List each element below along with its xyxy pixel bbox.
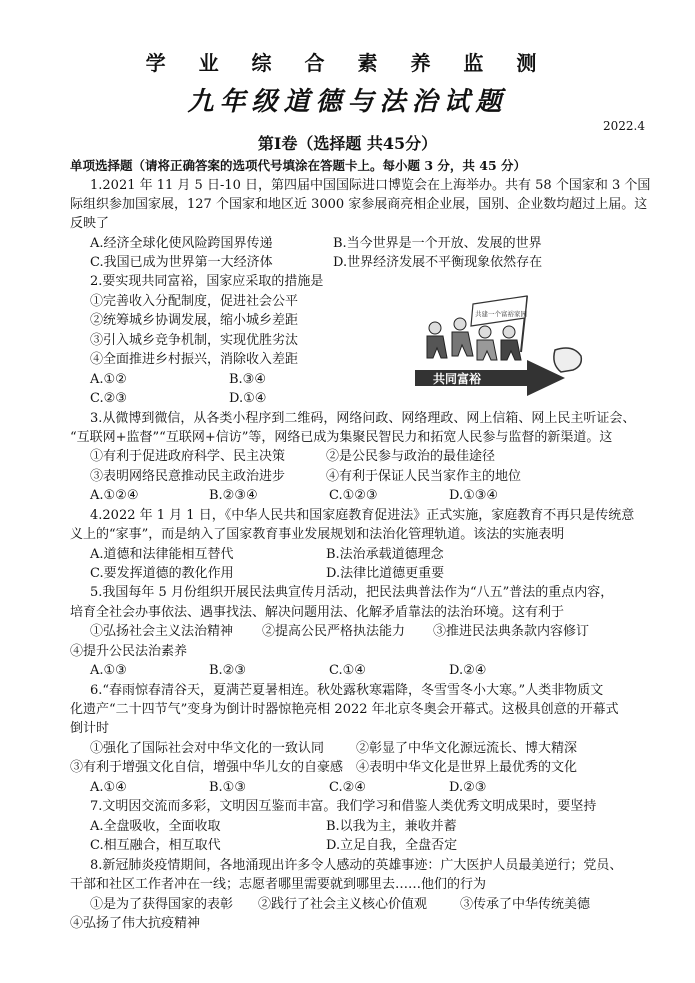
q2-item-1: ①完善收入分配制度，促进社会公平: [90, 294, 299, 309]
q4-option-d: D.法律比道德更重要: [326, 566, 445, 581]
q4-option-b: B.法治承载道德理念: [326, 547, 444, 562]
q8-item-1: ①是为了获得国家的表彰: [90, 897, 234, 912]
q3-option-d: D.①③④: [449, 488, 499, 503]
q2-item-2: ②统筹城乡协调发展，缩小城乡差距: [90, 313, 299, 328]
exam-title: 学 业 综 合 素 养 监 测: [145, 51, 550, 75]
q7-option-a: A.全盘吸收，全面收取: [90, 819, 221, 834]
q6-option-d: D.②③: [449, 780, 487, 795]
q5-option-a: A.①③: [90, 663, 127, 678]
q8-line-2: 干部和社区工作者冲在一线；志愿者哪里需要就到哪里去……他们的行为: [70, 877, 487, 892]
q8-item-3: ③传承了中华传统美德: [460, 897, 591, 912]
q3-option-b: B.②③④: [209, 488, 258, 503]
q5-option-d: D.②④: [449, 663, 487, 678]
instruction: 单项选择题（请将正确答案的选项代号填涂在答题卡上。每小题 3 分，共 45 分）: [70, 158, 527, 173]
common-prosperity-illustration: [415, 292, 585, 402]
q4-option-a: A.道德和法律能相互替代: [90, 547, 234, 562]
q1-option-d: D.世界经济发展不平衡现象依然存在: [333, 255, 543, 270]
q3-item-1: ①有利于促进政府科学、民主决策: [90, 449, 286, 464]
q5-item-1: ①弘扬社会主义法治精神: [90, 624, 234, 639]
q6-item-3: ③有利于增强文化自信，增强中华儿女的自豪感: [70, 760, 344, 775]
q6-line-2: 化遗产“二十四节气”变身为倒计时器惊艳亮相 2022 年北京冬奥会开幕式。这极具创意的开幕式: [70, 702, 619, 717]
q1-line-2: 际组织参加国家展，127 个国家和地区近 3000 家参展商亮相企业展，国别、企业数均超过上届。这: [70, 197, 648, 212]
q5-item-4: ④提升公民法治素养: [70, 644, 188, 659]
q2-item-4: ④全面推进乡村振兴，消除收入差距: [90, 352, 299, 367]
pointing-hand-icon: [554, 348, 581, 372]
q3-option-c: C.①②③: [329, 488, 378, 503]
exam-subtitle: 九年级道德与法治试题: [187, 87, 508, 117]
q5-item-2: ②提高公民严格执法能力: [262, 624, 406, 639]
q3-item-3: ③表明网络民意推动民主政治进步: [90, 469, 286, 484]
q7-option-d: D.立足自我，全盘否定: [326, 838, 458, 853]
q2-option-d: D.①④: [229, 391, 267, 406]
q2-option-a: A.①②: [90, 372, 127, 387]
q2-item-3: ③引入城乡竞争机制，实现优胜劣汰: [90, 333, 299, 348]
q5-option-c: C.①④: [329, 663, 366, 678]
q7-option-b: B.以我为主，兼收并蓄: [326, 819, 457, 834]
q3-line-1: 3.从微博到微信，从各类小程序到二维码，网络问政、网络理政、网上信箱、网上民主听证会、: [90, 411, 636, 426]
q6-item-2: ②彰显了中华文化源远流长、博大精深: [356, 741, 578, 756]
arrow-label: 共同富裕: [433, 372, 482, 386]
part-heading: 第Ⅰ卷（选择题 共45分）: [257, 134, 438, 153]
q2-option-c: C.②③: [90, 391, 127, 406]
q6-item-4: ④表明中华文化是世界上最优秀的文化: [356, 760, 578, 775]
person-icon: [452, 318, 473, 356]
q7-option-c: C.相互融合，相互取代: [90, 838, 221, 853]
q1-option-c: C.我国已成为世界第一大经济体: [90, 255, 273, 270]
exam-date: 2022.4: [603, 119, 645, 133]
q1-option-b: B.当今世界是一个开放、发展的世界: [333, 236, 542, 251]
q3-option-a: A.①②④: [90, 488, 139, 503]
q3-line-2: “互联网+监督”“互联网+信访”等，网络已成为集聚民智民力和拓宽人民参与监督的新渠道。这: [70, 430, 613, 445]
q6-line-3: 倒计时: [70, 721, 110, 736]
q8-line-1: 8.新冠肺炎疫情期间，各地涌现出许多令人感动的英雄事迹：广大医护人员最美逆行；党员、: [90, 858, 623, 873]
q2-stem: 2.要实现共同富裕，国家应采取的措施是: [90, 274, 324, 289]
person-icon: [501, 326, 521, 360]
q3-item-4: ④有利于保证人民当家作主的地位: [326, 469, 522, 484]
q2-option-b: B.③④: [229, 372, 266, 387]
q5-option-b: B.②③: [209, 663, 246, 678]
q8-item-4: ④弘扬了伟大抗疫精神: [70, 916, 201, 931]
q6-option-a: A.①④: [90, 780, 127, 795]
person-icon: [477, 326, 497, 360]
q4-line-1: 4.2022 年 1 月 1 日，《中华人民共和国家庭教育促进法》正式实施，家庭教育不再只是传统意: [90, 508, 635, 523]
q6-option-c: C.②④: [329, 780, 366, 795]
q6-line-1: 6.“春雨惊春清谷天，夏满芒夏暑相连。秋处露秋寒霜降，冬雪雪冬小大寒。”人类非物质文: [90, 683, 604, 698]
q1-line-1: 1.2021 年 11 月 5 日-10 日，第四届中国国际进口博览会在上海举办。共有 58 个国家和 3 个国: [90, 178, 651, 193]
q6-option-b: B.①③: [209, 780, 246, 795]
person-icon: [427, 322, 447, 358]
q1-option-a: A.经济全球化使风险跨国界传递: [90, 236, 273, 251]
q1-line-3: 反映了: [70, 216, 110, 231]
q5-line-1: 5.我国每年 5 月份组织开展民法典宣传月活动，把民法典普法作为“八五”普法的重点内容，: [90, 585, 614, 600]
q5-line-2: 培育全社会办事依法、遇事找法、解决问题用法、化解矛盾靠法的法治环境。这有利于: [70, 605, 565, 620]
q7-stem: 7.文明因交流而多彩，文明因互鉴而丰富。我们学习和借鉴人类优秀文明成果时，要坚持: [90, 799, 597, 814]
flag-label: 共建一个富裕家园: [475, 310, 527, 318]
q5-item-3: ③推进民法典条款内容修订: [433, 624, 590, 639]
q4-line-2: 义上的“家事”，而是纳入了国家教育事业发展规划和法治化管理轨道。该法的实施表明: [70, 527, 565, 542]
q6-item-1: ①强化了国际社会对中华文化的一致认同: [90, 741, 325, 756]
q8-item-2: ②践行了社会主义核心价值观: [258, 897, 428, 912]
q3-item-2: ②是公民参与政治的最佳途径: [326, 449, 496, 464]
q4-option-c: C.要发挥道德的教化作用: [90, 566, 234, 581]
